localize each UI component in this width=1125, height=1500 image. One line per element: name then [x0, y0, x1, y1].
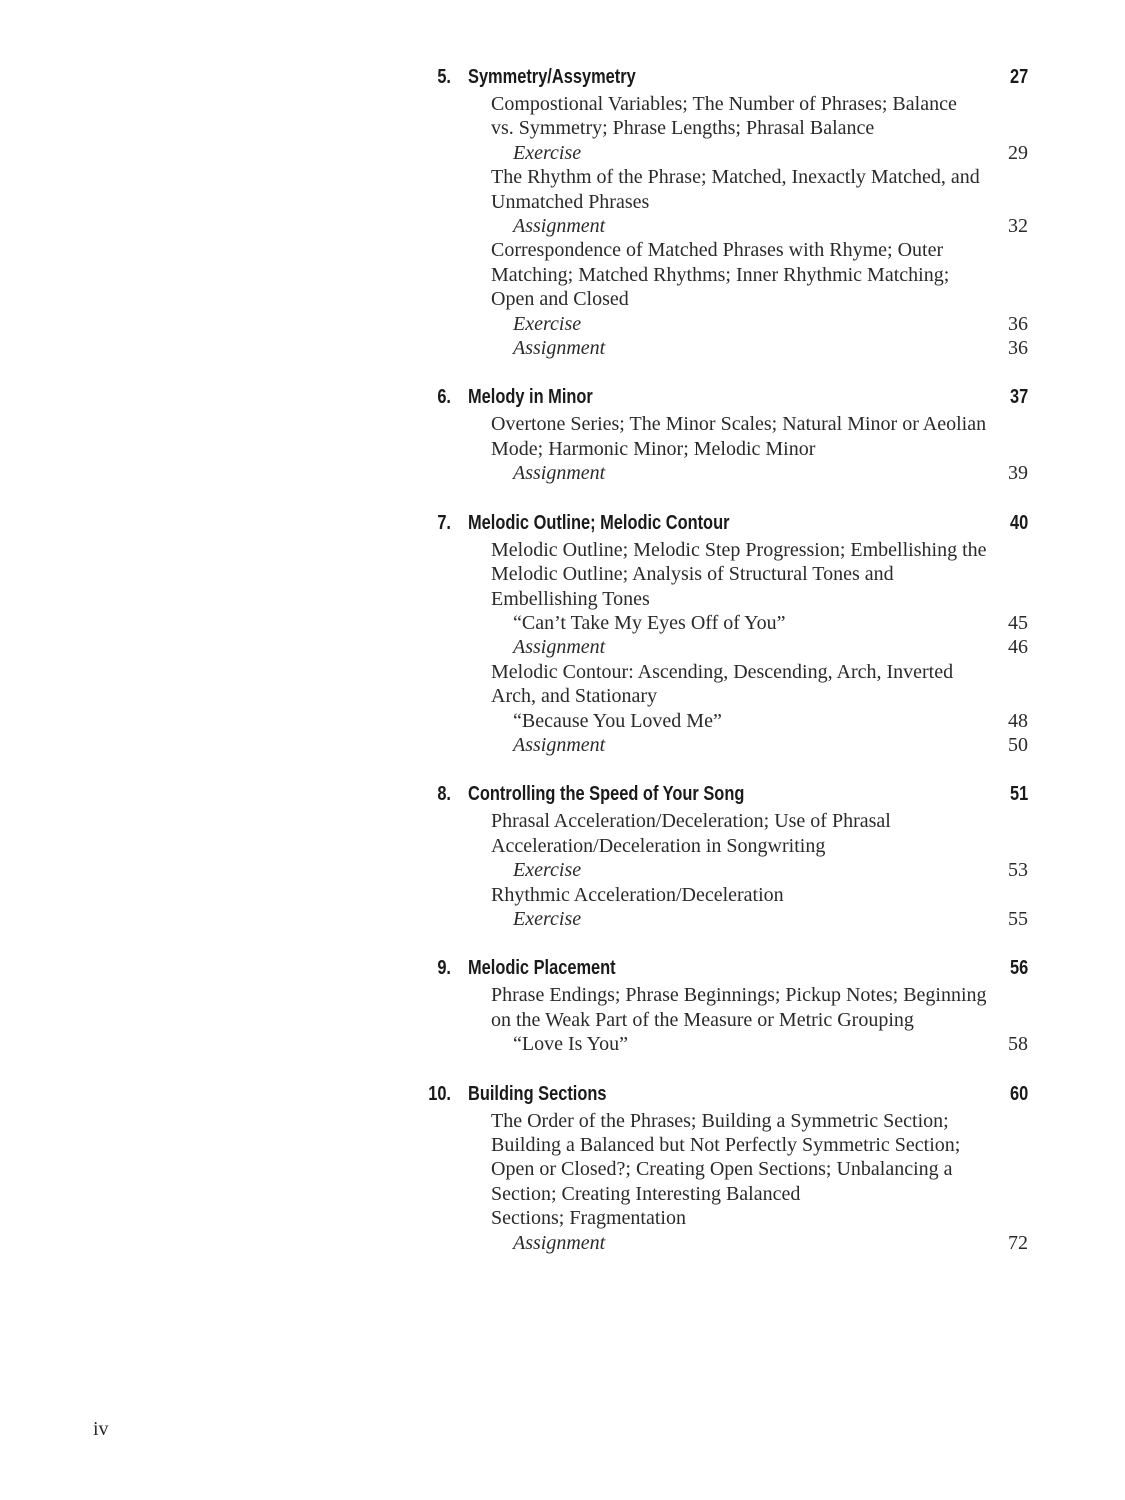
sub-entry[interactable] [513, 336, 1028, 360]
chapter-heading[interactable] [0, 382, 1125, 412]
chapter-title: Symmetry/Assymetry [468, 66, 636, 88]
topic-line: Building a Balanced but Not Perfectly Symmetric Section; [491, 1134, 961, 1156]
page-number: iv [93, 1418, 109, 1440]
sub-entry[interactable] [513, 312, 1028, 336]
topic-line: Overtone Series; The Minor Scales; Natural Minor or Aeolian [491, 413, 987, 436]
topic-line: Open or Closed?; Creating Open Sections; Unbalancing a [491, 1158, 953, 1181]
toc-chapter [0, 382, 1125, 485]
chapter-page-number: 37 [1009, 386, 1028, 409]
topic-line: Phrasal Acceleration/Deceleration; Use of Phrasal [491, 810, 891, 833]
topic-line: Phrase Endings; Phrase Beginnings; Pickup Notes; Beginning [491, 984, 987, 1007]
chapter-number: 6. [437, 386, 451, 409]
sub-entry-page-number: 55 [1008, 907, 1028, 930]
sub-entry-page-number: 50 [1008, 733, 1028, 756]
sub-entry-page-number: 58 [1008, 1033, 1028, 1056]
topic-line: vs. Symmetry; Phrase Lengths; Phrasal Balance [491, 117, 875, 140]
topic-line: Arch, and Stationary [491, 685, 658, 708]
topic-line: Sections; Fragmentation [491, 1207, 686, 1230]
chapter-title: Melody in Minor [468, 386, 593, 409]
topic-line: The Rhythm of the Phrase; Matched, Inexactly Matched, and [491, 166, 980, 189]
sub-entry-page-number: 36 [1008, 312, 1028, 335]
chapter-number: 10. [428, 1082, 451, 1105]
sub-entry[interactable] [513, 635, 1028, 659]
sub-entry-label: Assignment [513, 215, 606, 238]
sub-entry[interactable] [513, 611, 1028, 635]
chapter-title: Controlling the Speed of Your Song [468, 783, 745, 806]
topic-line: Mode; Harmonic Minor; Melodic Minor [491, 437, 816, 460]
topic-line: Matching; Matched Rhythms; Inner Rhythmic Matching; [491, 263, 950, 286]
chapter-heading[interactable] [0, 1079, 1125, 1109]
sub-entry-label: Exercise [513, 907, 582, 930]
sub-entry[interactable] [513, 858, 1028, 882]
chapter-page-number: 56 [1009, 957, 1028, 980]
sub-entry-page-number: 29 [1008, 141, 1028, 164]
sub-entry-label: Assignment [513, 636, 606, 659]
sub-entry-page-number: 45 [1008, 611, 1028, 634]
topic-line: Open and Closed [491, 288, 629, 311]
sub-entry-label: Exercise [513, 859, 582, 882]
sub-entry-page-number: 36 [1008, 337, 1028, 360]
sub-entry-label: Assignment [513, 733, 606, 756]
topic-line: on the Weak Part of the Measure or Metric Grouping [491, 1008, 914, 1031]
topic-line: Embellishing Tones [491, 587, 650, 610]
topic-line: Melodic Outline; Analysis of Structural Tones and [491, 563, 894, 586]
chapter-title: Building Sections [468, 1082, 607, 1105]
sub-entry-page-number: 48 [1008, 709, 1028, 732]
chapter-number: 5. [437, 66, 451, 88]
sub-entry[interactable] [513, 709, 1028, 733]
topic-line: Unmatched Phrases [491, 190, 650, 213]
sub-entry-page-number: 39 [1008, 462, 1028, 485]
topic-line: Melodic Contour: Ascending, Descending, Arch, Inverted [491, 660, 954, 683]
chapter-page-number: 51 [1009, 783, 1028, 806]
topic-line: Rhythmic Acceleration/Deceleration [491, 883, 784, 906]
table-of-contents [0, 62, 1125, 1277]
sub-entry[interactable] [513, 1231, 1028, 1255]
chapter-heading[interactable] [0, 779, 1125, 809]
topic-line: Melodic Outline; Melodic Step Progression; Embellishing the [491, 538, 987, 561]
chapter-page-number: 40 [1009, 511, 1028, 534]
sub-entry-label: Exercise [513, 141, 582, 164]
toc-chapter [0, 779, 1125, 931]
sub-entry-page-number: 46 [1008, 636, 1028, 659]
chapter-heading[interactable] [0, 62, 1125, 92]
chapter-number: 7. [437, 511, 451, 534]
sub-entry-label: Assignment [513, 462, 606, 485]
chapter-heading[interactable] [0, 508, 1125, 538]
toc-chapter [0, 62, 1125, 360]
topic-line: The Order of the Phrases; Building a Symmetric Section; [491, 1109, 949, 1132]
chapter-heading[interactable] [0, 953, 1125, 983]
toc-chapter [0, 1079, 1125, 1255]
sub-entry-label: Assignment [513, 1231, 606, 1254]
chapter-number: 9. [437, 957, 451, 980]
sub-entry[interactable] [513, 733, 1028, 757]
sub-entry-page-number: 53 [1008, 859, 1028, 882]
sub-entry-page-number: 32 [1008, 215, 1028, 238]
topic-line: Section; Creating Interesting Balanced [491, 1182, 801, 1205]
topic-line: Acceleration/Deceleration in Songwriting [491, 834, 826, 857]
sub-entry-label: “Love Is You” [513, 1033, 628, 1056]
chapter-page-number: 60 [1009, 1082, 1028, 1105]
sub-entry-label: “Because You Loved Me” [513, 709, 722, 732]
chapter-title: Melodic Placement [468, 957, 616, 980]
chapter-number: 8. [437, 783, 451, 806]
sub-entry-label: Exercise [513, 312, 582, 335]
sub-entry[interactable] [513, 141, 1028, 165]
sub-entry[interactable] [513, 214, 1028, 238]
chapter-page-number: 27 [1009, 66, 1028, 88]
topic-line: Correspondence of Matched Phrases with Rhyme; Outer [491, 239, 944, 262]
topic-line: Compostional Variables; The Number of Phrases; Balance [491, 93, 957, 115]
sub-entry[interactable] [513, 461, 1028, 485]
sub-entry-label: “Can’t Take My Eyes Off of You” [513, 611, 786, 634]
chapter-title: Melodic Outline; Melodic Contour [468, 511, 730, 534]
sub-entry[interactable] [513, 1032, 1028, 1056]
sub-entry[interactable] [513, 907, 1028, 931]
sub-entry-label: Assignment [513, 337, 606, 360]
toc-chapter [0, 508, 1125, 758]
toc-chapter [0, 953, 1125, 1056]
sub-entry-page-number: 72 [1008, 1231, 1028, 1254]
